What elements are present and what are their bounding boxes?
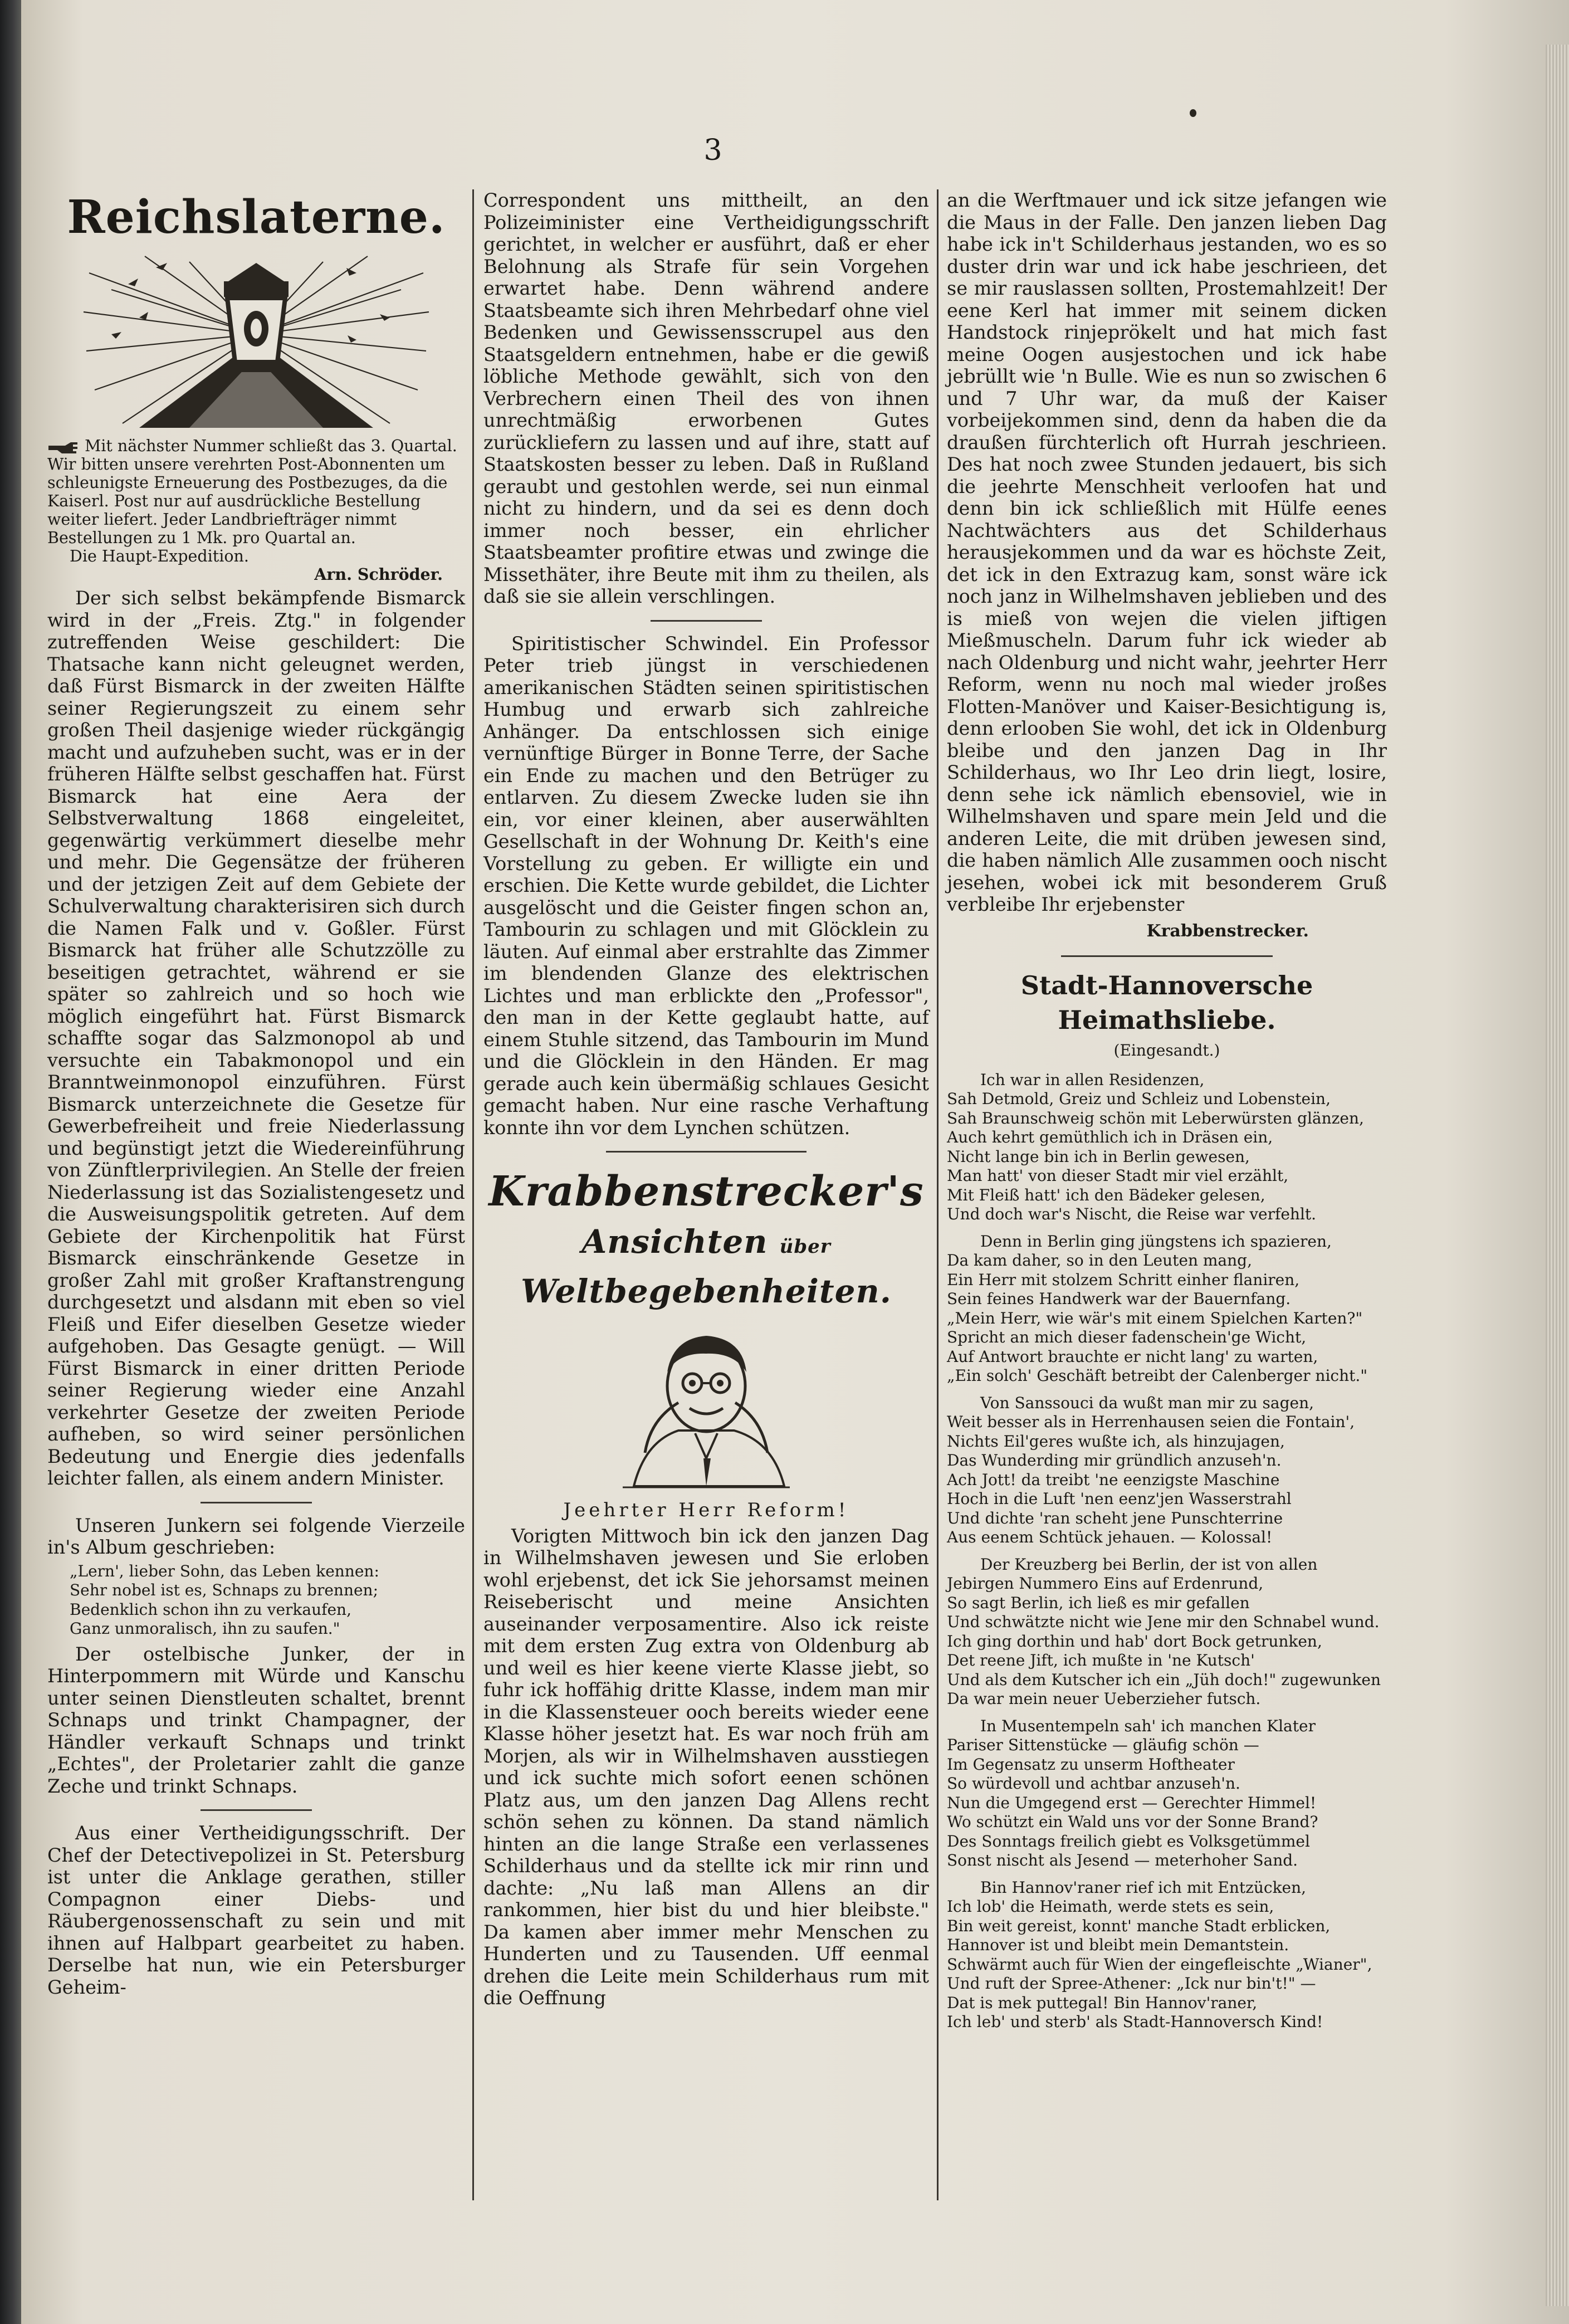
column-2 bbox=[483, 189, 929, 2009]
poem-line: Bin weit gereist, konnt' manche Stadt erblicken, bbox=[947, 1916, 1331, 1935]
poem-line: Man hatt' von dieser Stadt mir viel erzählt, bbox=[947, 1166, 1289, 1185]
poem-line: Wo schützt ein Wald uns vor der Sonne Brand? bbox=[947, 1813, 1318, 1831]
article-bismarck: Der sich selbst bekämpfende Bismarck wird in der „Freis. Ztg." in folgender zutreffenden Weise geschildert: Die Thatsache kann nicht geleugnet werden, daß Fürst Bismarck in der zweiten Hälfte seiner Regierungszeit zu einem sehr großen Theil dasjenige wieder rückgängig macht und aufzuheben sucht, was er in der früheren Hälfte selbst geschaffen hat. Fürst Bismarck hat eine Aera der Selbstverwaltung 1868 eingeleitet, gegenwärtig verkümmert dieselbe mehr und mehr. Die Gegensätze der früheren und der jetzigen Zeit auf dem Gebiete der Schulverwaltung charakterisiren sich durch die Namen Falk und v. Goßler. Fürst Bismarck hat früher alle Schutzzölle zu beseitigen getrachtet, während er sie später so zahlreich und so hoch wie möglich eingeführt hat. Fürst Bismarck schaffte sogar das Salzmonopol ab und versuchte ein Tabakmonopol und ein Branntweinmonopol einzuführen. Fürst Bismarck unterzeichnete die Gesetze für Gewerbefreiheit und freie Niederlassung und begünstigt jetzt die Wiedereinführung von Zünftlerprivilegien. An Stelle der freien Niederlassung ist das Sozialistengesetz und die Ausweisungspolitik getreten. Auf dem Gebiete der Kirchenpolitik hat Fürst Bismarck einschränkende Gesetze in großer Zahl mit großer Kraftanstrengung durchgesetzt und alsdann mit eben so viel Fleiß und Eifer dieselben Gesetze wieder aufgehoben. Das Gesagte genügt. — Will Fürst Bismarck in einer dritten Periode seiner Regierung wieder eine Anzahl verkehrter Gesetze der zweiten Periode aufheben, so wird seiner persönlichen Bedeutung und Energie dies jedenfalls leichter fallen, als einem andern Minister. bbox=[47, 587, 465, 1489]
poem-line: Sah Detmold, Greiz und Schleiz und Lobenstein, bbox=[947, 1090, 1331, 1108]
poem-line: So sagt Berlin, ich ließ es mir gefallen bbox=[947, 1593, 1250, 1612]
poem-line: Mit Fleiß hatt' ich den Bädeker gelesen, bbox=[947, 1185, 1265, 1204]
poem-line: Sonst nischt als Jesend — meterhoher Sand. bbox=[947, 1851, 1298, 1869]
poem-line: So würdevoll und achtbar anzuseh'n. bbox=[947, 1774, 1240, 1793]
poem-line: Bin Hannov'raner rief ich mit Entzücken, bbox=[980, 1878, 1307, 1897]
article-junker: Unseren Junkern sei folgende Vierzeile in's Album geschrieben: bbox=[47, 1514, 465, 1558]
poem-line: Ich war in allen Residenzen, bbox=[980, 1070, 1205, 1089]
poem-title: Stadt-Hannoversche Heimathsliebe. bbox=[1020, 970, 1313, 1035]
poem-stanza bbox=[947, 1232, 1387, 1386]
article-vertheidigungsschrift: Aus einer Vertheidigungsschrift. Der Chef der Detectivepolizei in St. Petersburg ist unter die Anklage gerathen, stiller Compagnon einer Diebs- und Räubergenossenschaft zu sein und mit ihnen auf Halbpart gearbeitet zu haben. Derselbe hat nun, wie ein Petersburger Geheim- bbox=[47, 1822, 465, 1998]
section-title-reichslaterne: Reichslaterne. bbox=[67, 191, 446, 244]
poem-line: Denn in Berlin ging jüngstens ich spazieren, bbox=[980, 1232, 1332, 1251]
column-rule-2 bbox=[937, 189, 939, 2200]
poem-line: Hoch in die Luft 'nen eenz'jen Wasserstrahl bbox=[947, 1490, 1292, 1508]
verse-line: Bedenklich schon ihn zu verkaufen, bbox=[70, 1600, 351, 1619]
poem-line: Der Kreuzberg bei Berlin, der ist von allen bbox=[980, 1555, 1318, 1574]
poem-line: Hannover ist und bleibt mein Demantstein. bbox=[947, 1936, 1289, 1954]
poem-line: Aus eenem Schtück jehauen. — Kolossal! bbox=[947, 1528, 1273, 1546]
poem-subtitle: (Eingesandt.) bbox=[1113, 1041, 1220, 1060]
verse-line: „Lern', lieber Sohn, das Leben kennen: bbox=[70, 1561, 379, 1580]
poem-line: Dat is mek puttegal! Bin Hannov'raner, bbox=[947, 1993, 1258, 2012]
poem-line: Sein feines Handwerk war der Bauernfang. bbox=[947, 1290, 1291, 1308]
poem-line: Des Sonntags freilich giebt es Volksgetümmel bbox=[947, 1832, 1310, 1851]
poem-line: Auf Antwort brauchte er nicht lang' zu warten, bbox=[947, 1347, 1318, 1366]
poem-line: Sah Braunschweig schön mit Leberwürsten glänzen, bbox=[947, 1109, 1364, 1127]
poem bbox=[947, 1071, 1387, 2032]
poem-line: Ich leb' und sterb' als Stadt-Hannoversch Kind! bbox=[947, 2013, 1323, 2031]
article-ostelbisch: Der ostelbische Junker, der in Hinterpommern mit Würde und Kanschu unter seinen Dienstleuten schaltet, brennt Schnaps und trinkt Champagner, der Händler verkauft Schnaps und trinkt „Echtes", der Proletarier zahlt die ganze Zeche und trinkt Schnaps. bbox=[47, 1643, 465, 1797]
poem-line: Ich ging dorthin und hab' dort Bock getrunken, bbox=[947, 1632, 1322, 1651]
separator bbox=[606, 1151, 807, 1153]
article-vertheidigung-cont: Correspondent uns mittheilt, an den Polizeiminister eine Vertheidigungsschrift gerichtet, in welcher er ausführt, daß er eher Belohnung als Strafe für sein Vorgehen erwartet habe. Denn während andere Staatsbeamte sich ihren Mehrbedarf ohne viel Bedenken und Gewissensscrupel aus den Staatsgeldern entnehmen, habe er die gewiß löbliche Methode gewählt, sich von den Verbrechern einen Theil des von ihnen unrechtmäßig erworbenen Gutes zurückliefern zu lassen und auf ihre, statt auf Staatskosten besser zu leben. Daß in Rußland geraubt und gestohlen werde, sei nun einmal nicht zu hindern, und da sei es denn doch immer noch besser, ein ehrlicher Staatsbeamter profitire etwas und zwinge die Missethäter, ihre Beute mit ihm zu theilen, als daß sie sie allein verschlingen. bbox=[483, 189, 929, 607]
poem-line: Und schwätzte nicht wie Jene mir den Schnabel wund. bbox=[947, 1613, 1380, 1631]
page-number: 3 bbox=[703, 134, 722, 167]
poem-line: Ach Jott! da treibt 'ne eenzigste Maschine bbox=[947, 1470, 1280, 1489]
verse-line: Ganz unmoralisch, ihn zu saufen." bbox=[70, 1619, 340, 1638]
subtitle-word: über bbox=[779, 1236, 831, 1258]
poem-line: Nun die Umgegend erst — Gerechter Himmel! bbox=[947, 1793, 1317, 1812]
krabbenstrecker-subtitle bbox=[483, 1219, 929, 1314]
separator bbox=[201, 1502, 312, 1503]
poem-line: Auch kehrt gemüthlich ich in Dräsen ein, bbox=[947, 1128, 1273, 1146]
lantern-illustration bbox=[78, 251, 434, 429]
poem-stanza bbox=[947, 1878, 1387, 2032]
column-rule-1 bbox=[472, 189, 474, 2200]
poem-line: Ich lob' die Heimath, werde stets es sein, bbox=[947, 1897, 1274, 1916]
poem-line: Und dichte 'ran scheht jene Punschterrine bbox=[947, 1508, 1283, 1527]
page-edge bbox=[1546, 45, 1569, 2306]
subtitle-word: Ansichten bbox=[581, 1223, 768, 1261]
poem-line: Und ruft der Spree-Athener: „Ick nur bin't!" — bbox=[947, 1974, 1316, 1993]
poem-stanza bbox=[947, 1555, 1387, 1709]
notice-author: Arn. Schröder. bbox=[314, 565, 443, 584]
poem-line: Jebirgen Nummero Eins auf Erdenrund, bbox=[947, 1574, 1264, 1593]
poem-line: Da kam daher, so in den Leuten mang, bbox=[947, 1251, 1252, 1270]
column-3 bbox=[947, 189, 1387, 2040]
poem-stanza bbox=[947, 1717, 1387, 1871]
letter-signature: Krabbenstrecker. bbox=[1146, 921, 1309, 941]
notice-signer: Die Haupt-Expedition. bbox=[70, 547, 249, 565]
subscription-notice bbox=[47, 437, 465, 565]
column-1 bbox=[47, 189, 465, 1998]
poem-line: In Musentempeln sah' ich manchen Klater bbox=[980, 1716, 1316, 1735]
pointing-hand-icon bbox=[47, 441, 80, 453]
poem-line: „Ein solch' Geschäft betreibt der Calenberger nicht." bbox=[947, 1366, 1368, 1385]
separator bbox=[651, 620, 762, 622]
poem-line: Nicht lange bin ich in Berlin gewesen, bbox=[947, 1147, 1250, 1166]
article-spiritismus: Spiritistischer Schwindel. Ein Professor Peter trieb jüngst in verschiedenen amerikanischen Städten seinen spiritistischen Humbug und erwarb sich zahlreiche Anhänger. Da entschlossen sich einige vernünftige Bürger in Bonne Terre, der Sache ein Ende zu machen und den Betrüger zu entlarven. Zu diesem Zwecke luden sie ihn ein, vor einer kleinen, aber auserwählten Gesellschaft in der Wohnung Dr. Keith's eine Vorstellung zu geben. Er willigte ein und erschien. Die Kette wurde gebildet, die Lichter ausgelöscht und die Geister fingen schon an, Tambourin zu schlagen und mit Glöcklein zu läuten. Auf einmal aber erstrahlte das Zimmer im blendenden Glanze des elektrischen Lichtes und man erblickte den „Professor", den man in der Kette geglaubt hatte, auf einem Stuhle sitzend, das Tambourin im Mund und die Glöcklein in den Händen. Er mag gerade auch kein übermäßig schlaues Gesicht gemacht haben. Nur eine rasche Verhaftung konnte ihn vor dem Lynchen schützen. bbox=[483, 632, 929, 1139]
poem-line: Von Sanssouci da wußt man mir zu sagen, bbox=[980, 1393, 1314, 1412]
poem-line: Pariser Sittenstücke — gläufig schön — bbox=[947, 1736, 1259, 1754]
poem-line: Und als dem Kutscher ich ein „Jüh doch!" zugewunken bbox=[947, 1670, 1381, 1689]
book-spine bbox=[0, 0, 21, 2324]
poem-line: Das Wunderding mir gründlich anzuseh'n. bbox=[947, 1451, 1282, 1469]
verse-line: Sehr nobel ist es, Schnaps zu brennen; bbox=[70, 1581, 379, 1599]
separator bbox=[201, 1809, 312, 1811]
junker-verse bbox=[47, 1562, 465, 1639]
poem-line: Det reene Jift, ich mußte in 'ne Kutsch' bbox=[947, 1651, 1255, 1669]
subtitle-word: Weltbegebenheiten. bbox=[521, 1272, 892, 1310]
ink-spot bbox=[1190, 109, 1196, 117]
poem-stanza bbox=[947, 1071, 1387, 1224]
krabbenstrecker-portrait-illustration bbox=[612, 1319, 801, 1492]
notice-text: Mit nächster Nummer schließt das 3. Quartal. Wir bitten unsere verehrten Post-Abonnenten um schleunigste Erneuerung des Postbezuges, da die Kaiserl. Post nur auf ausdrückliche Bestellung weiter liefert. Jeder Landbriefträger nimmt Bestellungen zu 1 Mk. pro Quartal an. bbox=[47, 437, 457, 547]
poem-line: Schwärmt auch für Wien der eingefleischte „Wianer", bbox=[947, 1955, 1372, 1974]
poem-line: Im Gegensatz zu unserm Hoftheater bbox=[947, 1755, 1235, 1774]
letter-body-part2: an die Werftmauer und ick sitze jefangen wie die Maus in der Falle. Den janzen lieben Dag habe ick in't Schilderhaus jestanden, wo es so duster drin war und ick habe jeschrieen, det se mir rauslassen sollten, Prostemahlzeit! Der eene Kerl hat immer mit seinem dicken Handstock rinjeprökelt und hat mich fast meine Oogen ausjestochen und ick habe jebrüllt wie 'n Bulle. Wie es nun so zwischen 6 und 7 Uhr war, da muß der Kaiser vorbeijekommen sind, denn da haben die da draußen fürchterlich oft Hurrah jeschrieen. Des hat noch zwee Stunden jedauert, bis sich die jeehrte Menschheit verloofen hat und denn bin ick schließlich mit Hülfe eenes Nachtwächters aus det Schilderhaus herausjekommen und da war es höchste Zeit, det ick in den Extrazug kam, sonst wäre ick noch janz in Wilhelmshaven jeblieben und des is mieß von wejen die vielen jiftigen Mießmuscheln. Darum fuhr ick wieder ab nach Oldenburg und nicht wahr, jeehrter Herr Reform, wenn nu noch mal wieder jroßes Flotten-Manöver und Kaiser-Besichtigung is, denn erlooben Sie wohl, det ick in Oldenburg bleibe und den janzen Dag in Ihr Schilderhaus, wo Ihr Leo drin liegt, losire, denn sehe ick nämlich ebensoviel, wie in Wilhelmshaven und spare mein Jeld und die anderen Leite, die mit drüben jewesen sind, die haben nämlich Alle zusammen ooch nischt jesehen, wobei ick mit besonderem Gruß verbleibe Ihr erjebenster bbox=[947, 189, 1387, 915]
poem-line: Nichts Eil'geres wußte ich, als hinzujagen, bbox=[947, 1432, 1285, 1451]
poem-line: Ein Herr mit stolzem Schritt einher flaniren, bbox=[947, 1270, 1300, 1289]
poem-line: „Mein Herr, wie wär's mit einem Spielchen Karten?" bbox=[947, 1309, 1363, 1327]
poem-stanza bbox=[947, 1394, 1387, 1547]
krabbenstrecker-title: Krabbenstrecker's bbox=[488, 1168, 924, 1215]
poem-line: Und doch war's Nischt, die Reise war verfehlt. bbox=[947, 1205, 1317, 1223]
poem-line: Weit besser als in Herrenhausen seien die Fontain', bbox=[947, 1413, 1355, 1431]
poem-line: Da war mein neuer Ueberzieher futsch. bbox=[947, 1690, 1261, 1708]
letter-salutation: Jeehrter Herr Reform! bbox=[563, 1499, 849, 1521]
poem-line: Spricht an mich dieser fadenschein'ge Wicht, bbox=[947, 1328, 1307, 1346]
separator bbox=[1061, 955, 1273, 957]
letter-body-part1: Vorigten Mittwoch bin ick den janzen Dag in Wilhelmshaven jewesen und Sie erloben wohl erjebenst, det ick Sie jehorsamst meinen Reiseberischt und meine Ansichten auseinander verposamentire. Also ick reiste mit dem ersten Zug extra von Oldenburg ab und weil es hier keene vierte Klasse jiebt, so fuhr ick hoffähig dritte Klasse, indem man mir in die Klassensteuer ooch bereits wieder eene Klasse höher jesetzt hat. Es war noch früh am Morjen, als wir in Wilhelmshaven ausstiegen und ick suchte mich sofort eenen schönen Platz aus, um den janzen Dag Allens recht schön sehen zu können. Da stand nämlich hinten an die lange Straße een verlassenes Schilderhaus und da stellte ick mir rinn und dachte: „Nu laß man Allens an dir rankommen, hier bist du und hier bleibste." Da kamen aber immer mehr Menschen zu Hunderten und zu Tausenden. Uff eenmal drehen die Leite mein Schilderhaus rum mit die Oeffnung bbox=[483, 1525, 929, 2009]
